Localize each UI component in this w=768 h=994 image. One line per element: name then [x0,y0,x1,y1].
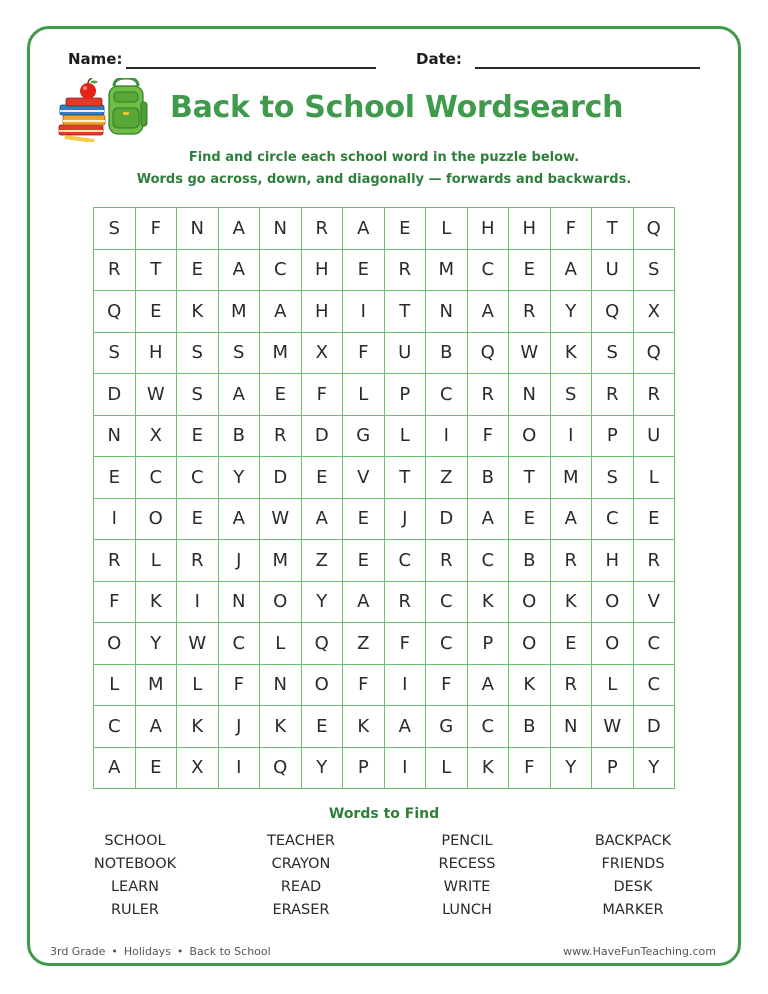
grid-cell[interactable]: F [468,416,510,458]
grid-cell[interactable]: X [136,416,178,458]
grid-cell[interactable]: Q [468,333,510,375]
grid-cell[interactable]: R [94,540,136,582]
grid-cell[interactable]: J [219,540,261,582]
footer-tags: 3rd Grade • Holidays • Back to School [50,945,271,958]
grid-cell[interactable]: R [468,374,510,416]
grid-cell[interactable]: G [426,706,468,748]
grid-cell[interactable]: M [426,250,468,292]
grid-cell[interactable]: P [385,374,427,416]
grid-cell[interactable]: X [634,291,676,333]
grid-cell[interactable]: L [136,540,178,582]
grid-cell[interactable]: O [302,665,344,707]
grid-cell[interactable]: C [426,374,468,416]
grid-cell[interactable]: S [592,333,634,375]
grid-cell[interactable]: C [592,499,634,541]
grid-cell[interactable]: N [509,374,551,416]
grid-cell[interactable]: V [343,457,385,499]
page-title: Back to School Wordsearch [170,90,624,125]
grid-cell[interactable]: R [634,374,676,416]
grid-cell[interactable]: I [385,665,427,707]
grid-cell[interactable]: I [177,582,219,624]
word-item: BACKPACK [594,833,672,849]
grid-cell[interactable]: Q [260,748,302,790]
grid-cell[interactable]: M [260,540,302,582]
grid-cell[interactable]: U [592,250,634,292]
grid-cell[interactable]: H [468,208,510,250]
grid-cell[interactable]: C [94,706,136,748]
grid-cell[interactable]: K [136,582,178,624]
grid-cell[interactable]: R [385,582,427,624]
instructions-line-1: Find and circle each school word in the puzzle below. [188,150,580,165]
grid-cell[interactable]: D [302,416,344,458]
grid-cell[interactable]: O [509,416,551,458]
grid-cell[interactable]: E [551,623,593,665]
grid-cell[interactable]: B [509,540,551,582]
grid-cell[interactable]: E [260,374,302,416]
grid-cell[interactable]: K [468,582,510,624]
grid-cell[interactable]: A [219,499,261,541]
grid-cell[interactable]: R [302,208,344,250]
grid-cell[interactable]: M [136,665,178,707]
grid-cell[interactable]: E [509,499,551,541]
word-item: SCHOOL [104,833,166,849]
grid-cell[interactable]: H [592,540,634,582]
grid-cell[interactable]: U [385,333,427,375]
grid-cell[interactable]: A [551,499,593,541]
grid-cell[interactable]: A [260,291,302,333]
date-label: Date: [416,50,462,68]
grid-cell[interactable]: Y [551,291,593,333]
word-item: RECESS [438,856,496,872]
grid-cell[interactable]: E [177,416,219,458]
grid-cell[interactable]: F [509,748,551,790]
grid-cell[interactable]: C [468,250,510,292]
grid-cell[interactable]: R [592,374,634,416]
grid-cell[interactable]: P [592,748,634,790]
word-item: FRIENDS [601,856,665,872]
letter-grid[interactable] [93,207,675,789]
word-item: MARKER [602,902,664,918]
grid-cell[interactable]: R [551,540,593,582]
grid-cell[interactable]: F [136,208,178,250]
grid-cell[interactable]: C [260,250,302,292]
grid-cell[interactable]: C [177,457,219,499]
grid-cell[interactable]: K [177,706,219,748]
grid-cell[interactable]: H [302,250,344,292]
name-line[interactable] [126,67,376,69]
grid-cell[interactable]: Q [634,333,676,375]
grid-cell[interactable]: V [634,582,676,624]
grid-cell[interactable]: Y [136,623,178,665]
grid-cell[interactable]: O [94,623,136,665]
grid-cell[interactable]: N [177,208,219,250]
footer-tag: Back to School [189,945,271,958]
grid-cell[interactable]: E [634,499,676,541]
grid-cell[interactable]: Y [551,748,593,790]
grid-cell[interactable]: I [94,499,136,541]
grid-cell[interactable]: L [592,665,634,707]
grid-cell[interactable]: O [260,582,302,624]
name-label: Name: [68,50,123,68]
grid-cell[interactable]: E [385,208,427,250]
grid-cell[interactable]: I [551,416,593,458]
grid-cell[interactable]: T [136,250,178,292]
grid-cell[interactable]: G [343,416,385,458]
grid-cell[interactable]: R [94,250,136,292]
grid-cell[interactable]: X [177,748,219,790]
footer-website: www.HaveFunTeaching.com [563,945,716,958]
grid-cell[interactable]: T [509,457,551,499]
grid-cell[interactable]: I [219,748,261,790]
grid-cell[interactable]: T [592,208,634,250]
grid-cell[interactable]: L [94,665,136,707]
grid-cell[interactable]: C [634,623,676,665]
grid-cell[interactable]: S [219,333,261,375]
grid-cell[interactable]: A [468,291,510,333]
grid-cell[interactable]: M [219,291,261,333]
word-item: ERASER [272,902,330,918]
grid-cell[interactable]: K [551,582,593,624]
grid-cell[interactable]: R [260,416,302,458]
grid-cell[interactable]: L [385,416,427,458]
grid-cell[interactable]: A [343,208,385,250]
grid-cell[interactable]: A [343,582,385,624]
books-apple-icon [57,78,149,142]
grid-cell[interactable]: F [302,374,344,416]
grid-cell[interactable]: R [385,250,427,292]
grid-cell[interactable]: C [219,623,261,665]
grid-cell[interactable]: O [509,623,551,665]
grid-cell[interactable]: C [468,706,510,748]
word-item: NOTEBOOK [93,856,177,872]
grid-cell[interactable]: A [551,250,593,292]
grid-cell[interactable]: Y [634,748,676,790]
grid-cell[interactable]: E [94,457,136,499]
grid-cell[interactable]: R [177,540,219,582]
grid-cell[interactable]: F [94,582,136,624]
grid-cell[interactable]: N [260,208,302,250]
grid-cell[interactable]: X [302,333,344,375]
grid-cell[interactable]: U [634,416,676,458]
grid-cell[interactable]: E [343,540,385,582]
grid-cell[interactable]: S [592,457,634,499]
grid-cell[interactable]: N [94,416,136,458]
grid-cell[interactable]: E [343,250,385,292]
grid-cell[interactable]: T [385,291,427,333]
grid-cell[interactable]: N [219,582,261,624]
grid-cell[interactable]: L [426,748,468,790]
grid-cell[interactable]: Y [302,582,344,624]
grid-cell[interactable]: D [634,706,676,748]
grid-cell[interactable]: K [343,706,385,748]
grid-cell[interactable]: Y [302,748,344,790]
date-line[interactable] [475,67,700,69]
grid-cell[interactable]: F [385,623,427,665]
grid-cell[interactable]: W [136,374,178,416]
word-item: LEARN [110,879,160,895]
grid-cell[interactable]: D [426,499,468,541]
grid-cell[interactable]: C [634,665,676,707]
grid-cell[interactable]: A [302,499,344,541]
instructions-line-2: Words go across, down, and diagonally — forwards and backwards. [136,172,632,187]
grid-cell[interactable]: O [592,623,634,665]
grid-cell[interactable]: H [302,291,344,333]
grid-cell[interactable]: D [260,457,302,499]
grid-cell[interactable]: F [343,333,385,375]
grid-cell[interactable]: B [468,457,510,499]
grid-cell[interactable]: F [219,665,261,707]
grid-cell[interactable]: L [177,665,219,707]
grid-cell[interactable]: D [94,374,136,416]
grid-cell[interactable]: A [468,665,510,707]
word-item: READ [280,879,322,895]
word-item: WRITE [443,879,491,895]
grid-cell[interactable]: S [634,250,676,292]
grid-cell[interactable]: E [343,499,385,541]
grid-cell[interactable]: C [136,457,178,499]
grid-cell[interactable]: M [551,457,593,499]
grid-cell[interactable]: E [136,748,178,790]
grid-cell[interactable]: F [551,208,593,250]
grid-cell[interactable]: P [592,416,634,458]
grid-cell[interactable]: J [219,706,261,748]
grid-cell[interactable]: W [509,333,551,375]
grid-cell[interactable]: Q [94,291,136,333]
grid-cell[interactable]: K [468,748,510,790]
word-item: LUNCH [442,902,492,918]
grid-cell[interactable]: C [385,540,427,582]
grid-cell[interactable]: B [426,333,468,375]
grid-cell[interactable]: R [426,540,468,582]
grid-cell[interactable]: R [551,665,593,707]
grid-cell[interactable]: N [551,706,593,748]
grid-cell[interactable]: Q [302,623,344,665]
grid-cell[interactable]: O [136,499,178,541]
grid-cell[interactable]: C [468,540,510,582]
word-item: DESK [613,879,653,895]
grid-cell[interactable]: P [468,623,510,665]
grid-cell[interactable]: L [260,623,302,665]
grid-cell[interactable]: O [509,582,551,624]
word-item: RULER [110,902,159,918]
grid-cell[interactable]: W [592,706,634,748]
grid-cell[interactable]: S [177,374,219,416]
grid-cell[interactable]: E [509,250,551,292]
grid-cell[interactable]: Z [343,623,385,665]
grid-cell[interactable]: R [509,291,551,333]
grid-cell[interactable]: R [634,540,676,582]
grid-cell[interactable]: K [509,665,551,707]
grid-cell[interactable]: I [343,291,385,333]
grid-cell[interactable]: S [94,208,136,250]
grid-cell[interactable]: S [177,333,219,375]
footer-tag: Holidays [123,945,171,958]
grid-cell[interactable]: L [634,457,676,499]
word-item: TEACHER [267,833,335,849]
grid-cell[interactable]: E [177,250,219,292]
grid-cell[interactable]: A [136,706,178,748]
grid-cell[interactable]: A [219,208,261,250]
grid-cell[interactable]: H [136,333,178,375]
grid-cell[interactable]: F [343,665,385,707]
grid-cell[interactable]: O [592,582,634,624]
grid-cell[interactable]: A [94,748,136,790]
grid-cell[interactable]: Z [426,457,468,499]
grid-cell[interactable]: I [426,416,468,458]
grid-cell[interactable]: E [136,291,178,333]
grid-cell[interactable]: M [260,333,302,375]
grid-cell[interactable]: E [302,457,344,499]
grid-cell[interactable]: B [509,706,551,748]
word-item: PENCIL [441,833,493,849]
grid-cell[interactable]: K [177,291,219,333]
grid-cell[interactable]: K [551,333,593,375]
footer-tag: 3rd Grade [50,945,106,958]
grid-cell[interactable]: W [260,499,302,541]
grid-cell[interactable]: N [426,291,468,333]
grid-cell[interactable]: J [385,499,427,541]
grid-cell[interactable]: H [509,208,551,250]
grid-cell[interactable]: A [219,250,261,292]
grid-cell[interactable]: S [94,333,136,375]
grid-cell[interactable]: I [385,748,427,790]
grid-cell[interactable]: L [426,208,468,250]
grid-cell[interactable]: F [426,665,468,707]
grid-cell[interactable]: Y [219,457,261,499]
grid-cell[interactable]: B [219,416,261,458]
grid-cell[interactable]: Z [302,540,344,582]
grid-cell[interactable]: P [343,748,385,790]
grid-cell[interactable]: C [426,623,468,665]
grid-cell[interactable]: A [385,706,427,748]
grid-cell[interactable]: K [260,706,302,748]
grid-cell[interactable]: L [343,374,385,416]
grid-cell[interactable]: E [177,499,219,541]
grid-cell[interactable]: Q [634,208,676,250]
grid-cell[interactable]: C [426,582,468,624]
grid-cell[interactable]: T [385,457,427,499]
grid-cell[interactable]: Q [592,291,634,333]
grid-cell[interactable]: A [468,499,510,541]
word-item: CRAYON [271,856,331,872]
word-list [52,832,716,919]
words-to-find-title: Words to Find [328,806,440,822]
grid-cell[interactable]: E [302,706,344,748]
grid-cell[interactable]: S [551,374,593,416]
grid-cell[interactable]: W [177,623,219,665]
grid-cell[interactable]: A [219,374,261,416]
grid-cell[interactable]: N [260,665,302,707]
